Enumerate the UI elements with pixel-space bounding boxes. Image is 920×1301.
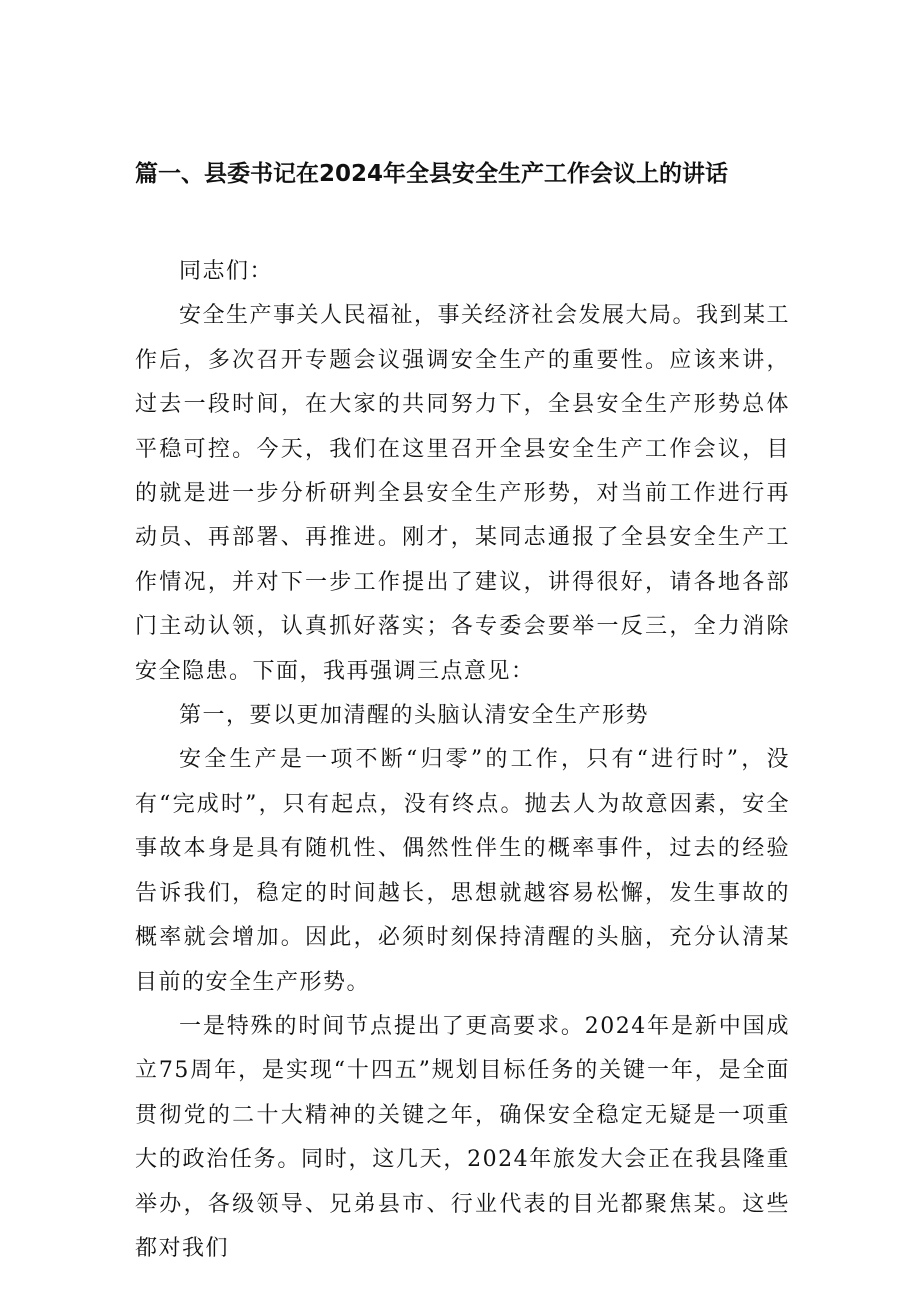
document-body (135, 250, 790, 1271)
paragraph-situation: 安全生产是一项不断“归零”的工作，只有“进行时”，没有“完成时”，只有起点，没有终点。抛去人为故意因素，安全事故本身是具有随机性、偶然性伴生的概率事件，过去的经验告诉我们，稳定的时间越长，思想就越容易松懈，发生事故的概率就会增加。因此，必须时刻保持清醒的头脑，充分认清某目前的安全生产形势。 (135, 747, 790, 995)
document-title: 篇一、县委书记在2024年全县安全生产工作会议上的讲话 (135, 161, 729, 187)
paragraph-point-1: 一是特殊的时间节点提出了更高要求。2024年是新中国成立75周年，是实现“十四五”规划目标任务的关键一年，是全面贯彻党的二十大精神的关键之年，确保安全稳定无疑是一项重大的政治任务。同时，这几天，2024年旅发大会正在我县隆重举办，各级领导、兄弟县市、行业代表的目光都聚焦某。这些都对我们 (135, 1013, 790, 1261)
salutation: 同志们： (179, 259, 274, 284)
section-heading-1: 第一，要以更加清醒的头脑认清安全生产形势 (179, 703, 650, 729)
paragraph-intro: 安全生产事关人民福祉，事关经济社会发展大局。我到某工作后，多次召开专题会议强调安全生产的重要性。应该来讲，过去一段时间，在大家的共同努力下，全县安全生产形势总体平稳可控。今天，我们在这里召开全县安全生产工作会议，目的就是进一步分析研判全县安全生产形势，对当前工作进行再动员、再部署、再推进。刚才，某同志通报了全县安全生产工作情况，并对下一步工作提出了建议，讲得很好，请各地各部门主动认领，认真抓好落实；各专委会要举一反三，全力消除安全隐患。下面，我再强调三点意见： (135, 303, 791, 684)
